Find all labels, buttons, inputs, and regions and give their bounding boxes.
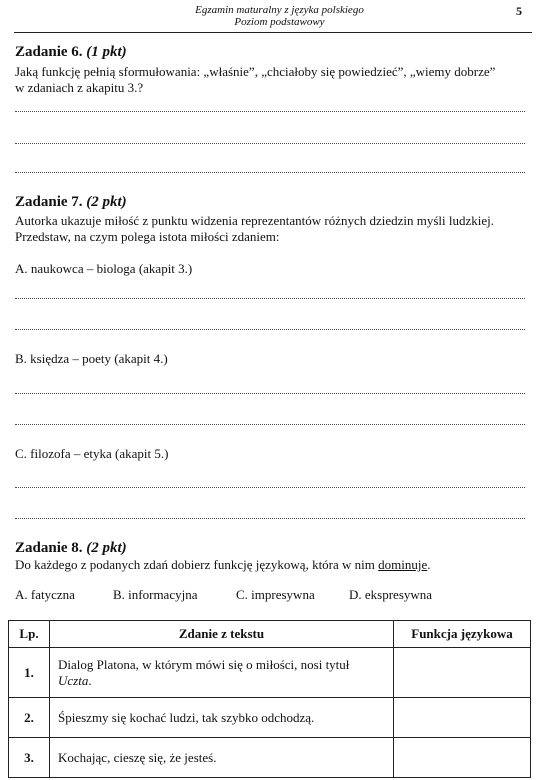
- task7a-answer-line-1[interactable]: [15, 298, 525, 299]
- row-sentence-title: Uczta: [58, 672, 89, 688]
- task8-table: [8, 620, 531, 778]
- task7a-answer-line-2[interactable]: [15, 329, 525, 330]
- task6-title: [15, 44, 127, 61]
- row-sentence: Kochając, cieszę się, że jesteś.: [50, 738, 394, 778]
- task8-label: Zadanie 8.: [15, 540, 83, 556]
- task8-options: [15, 587, 535, 605]
- row-answer-cell[interactable]: [394, 648, 531, 698]
- row-sentence-end: .: [88, 672, 92, 688]
- header-divider: [14, 32, 532, 33]
- header-exam-title: Egzamin maturalny z języka polskiego: [195, 4, 364, 16]
- row-sentence: Śpieszmy się kochać ludzi, tak szybko odchodzą.: [50, 698, 394, 738]
- option-c: C. impresywna: [236, 587, 315, 602]
- option-a: A. fatyczna: [15, 587, 75, 602]
- row-sentence: [50, 648, 394, 698]
- task7-part-b: B. księdza – poety (akapit 4.): [15, 351, 168, 366]
- task8-text-end: .: [427, 557, 431, 572]
- task7-text-line2: Przedstaw, na czym polega istota miłości zdaniem:: [15, 229, 280, 244]
- task7-title: [15, 194, 127, 211]
- table-row: [9, 698, 531, 738]
- task7-question: [15, 213, 528, 245]
- task7c-answer-line-2[interactable]: [15, 518, 525, 519]
- row-number: 1.: [9, 648, 50, 698]
- task6-label: Zadanie 6.: [15, 44, 83, 60]
- task7c-answer-line-1[interactable]: [15, 487, 525, 488]
- col-function-header: Funkcja językowa: [394, 621, 531, 648]
- task7-text-line1: Autorka ukazuje miłość z punktu widzenia reprezentantów różnych dziedzin myśli ludzkiej.: [15, 213, 495, 228]
- task7b-answer-line-1[interactable]: [15, 393, 525, 394]
- task7-label: Zadanie 7.: [15, 194, 83, 210]
- col-lp-header: Lp.: [9, 621, 50, 648]
- row-sentence-text: Dialog Platona, w którym mówi się o miłości, nosi tytuł: [58, 656, 350, 672]
- option-b: B. informacyjna: [113, 587, 198, 602]
- task8-title: [15, 540, 127, 557]
- page-number: 5: [516, 4, 522, 18]
- col-sentence-header: Zdanie z tekstu: [50, 621, 394, 648]
- task8-question: [15, 557, 528, 573]
- page-header: [0, 4, 559, 28]
- task7-points: (2 pkt): [86, 194, 127, 210]
- task6-points: (1 pkt): [86, 44, 127, 60]
- task8-points: (2 pkt): [86, 540, 127, 556]
- table-row: [9, 738, 531, 778]
- task6-question: [15, 64, 528, 96]
- row-number: 3.: [9, 738, 50, 778]
- table-header-row: [9, 621, 531, 648]
- row-number: 2.: [9, 698, 50, 738]
- task6-text-line2: w zdaniach z akapitu 3.?: [15, 80, 144, 95]
- task6-text-line1: Jaką funkcję pełnią sformułowania: „właśnie”, „chciałoby się powiedzieć”, „wiemy dobrze”: [15, 64, 496, 79]
- task6-answer-line-2[interactable]: [15, 143, 525, 144]
- task7-part-c: C. filozofa – etyka (akapit 5.): [15, 446, 169, 461]
- task8-text-underlined: dominuje: [378, 557, 428, 572]
- option-d: D. ekspresywna: [349, 587, 433, 602]
- task8-text: Do każdego z podanych zdań dobierz funkcję językową, która w nim: [15, 557, 379, 572]
- row-answer-cell[interactable]: [394, 738, 531, 778]
- table-row: [9, 648, 531, 698]
- task6-answer-line-1[interactable]: [15, 111, 525, 112]
- task6-answer-line-3[interactable]: [15, 172, 525, 173]
- task7b-answer-line-2[interactable]: [15, 424, 525, 425]
- task7-part-a: A. naukowca – biologa (akapit 3.): [15, 261, 193, 276]
- header-level: Poziom podstawowy: [234, 16, 325, 28]
- row-answer-cell[interactable]: [394, 698, 531, 738]
